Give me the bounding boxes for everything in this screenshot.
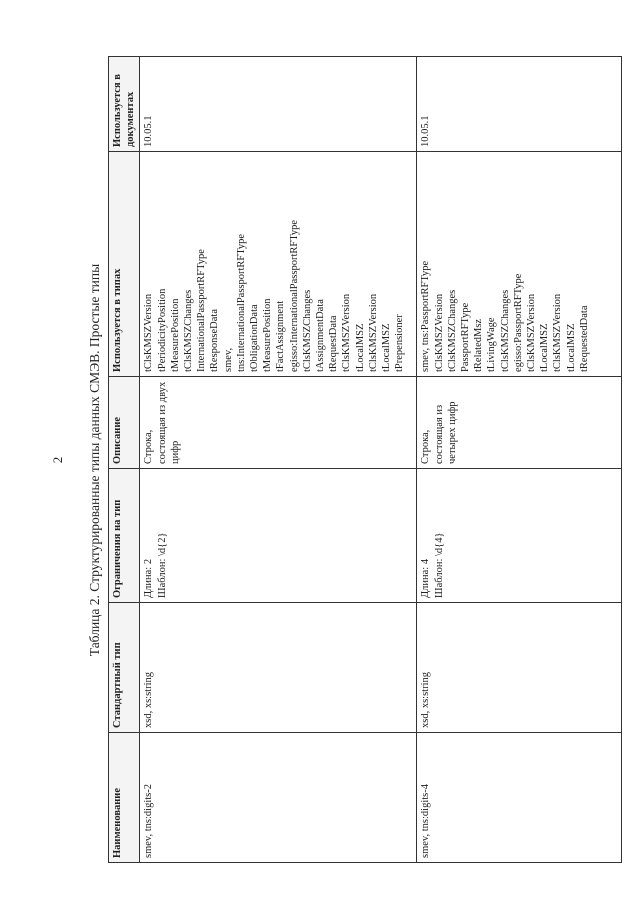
used-in-type-item: tClsKMSZChanges [499,289,511,372]
used-in-type-item: tResponseData [209,309,221,372]
page-number: 2 [50,456,65,464]
types-table [108,56,622,863]
used-in-type-item: tObligationData [249,304,261,372]
cell-description: Строка, состоящая из двух цифр [140,377,417,469]
rotated-page-content [82,57,622,863]
restriction-length: Длина: 2 [143,558,155,598]
used-in-type-item: tClsKMSZVersion [143,293,155,372]
used-in-type-item: tLocalMSZ [565,323,577,372]
cell-restrictions [140,469,417,603]
header-restrictions: Ограничения на тип [109,469,140,603]
used-in-type-item: PassportRFType [460,302,472,372]
used-in-type-item: tRequestedData [578,305,590,372]
rotated-page-inner [82,57,622,863]
used-in-type-item: tPeriodicityPosition [156,288,168,372]
used-in-type-item: tLivingWage [486,317,498,372]
used-in-types-list [142,156,406,372]
cell-restrictions [417,469,622,603]
used-in-type-item: egisso:PassportRFType [512,273,524,372]
used-in-type-item: tClsKMSZVersion [552,293,564,372]
used-in-type-item: smev, tns:PassportRFType [420,260,432,372]
cell-name: smev, tns:digits-4 [417,733,622,863]
used-in-type-item: tLocalMSZ [539,323,551,372]
used-in-type-item: tRequestData [328,315,340,372]
table-row [417,57,622,863]
used-in-type-item: InternationalPassportRFType [196,249,208,372]
used-in-type-item: tClsKMSZChanges [301,289,313,372]
used-in-type-item: tMeasurePosition [262,298,274,372]
used-in-type-item: tClsKMSZVersion [526,293,538,372]
cell-description: Строка, состоящая из четырех цифр [417,377,622,469]
table-row [140,57,417,863]
used-in-type-item: tClsKMSZVersion [341,293,353,372]
header-standard-type: Стандартный тип [109,603,140,733]
used-in-type-item: tLocalMSZ [381,323,393,372]
used-in-type-item: tMeasurePosition [169,298,181,372]
cell-name: smev, tns:digits-2 [140,733,417,863]
used-in-type-item: egisso:InternationalPassportRFType [288,219,300,372]
used-in-type-item: tPrepensioner [394,314,406,372]
header-description: Описание [109,377,140,469]
restriction-length: Длина: 4 [420,558,432,598]
cell-standard-type: xsd, xs:string [140,603,417,733]
restriction-pattern: Шаблон: \d{4} [433,532,445,598]
used-in-type-item: tAssignmentData [315,299,327,372]
cell-used-in-documents: 10.05.1 [140,57,417,152]
used-in-type-item: smev, [222,347,234,372]
used-in-type-item: tClsKMSZVersion [433,293,445,372]
cell-standard-type: xsd, xs:string [417,603,622,733]
restriction-pattern: Шаблон: \d{2} [156,532,168,598]
header-name: Наименование [109,733,140,863]
used-in-types-list [419,156,591,372]
header-used-in-documents: Используется в документах [109,57,140,152]
used-in-type-item: tFactAssignment [275,300,287,372]
cell-used-in-types [417,152,622,377]
used-in-type-item: tClsKMSZVersion [367,293,379,372]
used-in-type-item: tClsKMSZChanges [446,289,458,372]
header-used-in-types: Используется в типах [109,152,140,377]
used-in-type-item: tns:InternationalPassportRFType [235,233,247,372]
table-title: Таблица 2. Структурированные типы данных СМЭВ. Простые типы [87,263,102,657]
table-header-row [109,57,140,863]
used-in-type-item: tRelatedMsz [473,318,485,372]
cell-used-in-documents: 10.05.1 [417,57,622,152]
used-in-type-item: tLocalMSZ [354,323,366,372]
used-in-type-item: tClsKMSZChanges [183,289,195,372]
cell-used-in-types [140,152,417,377]
